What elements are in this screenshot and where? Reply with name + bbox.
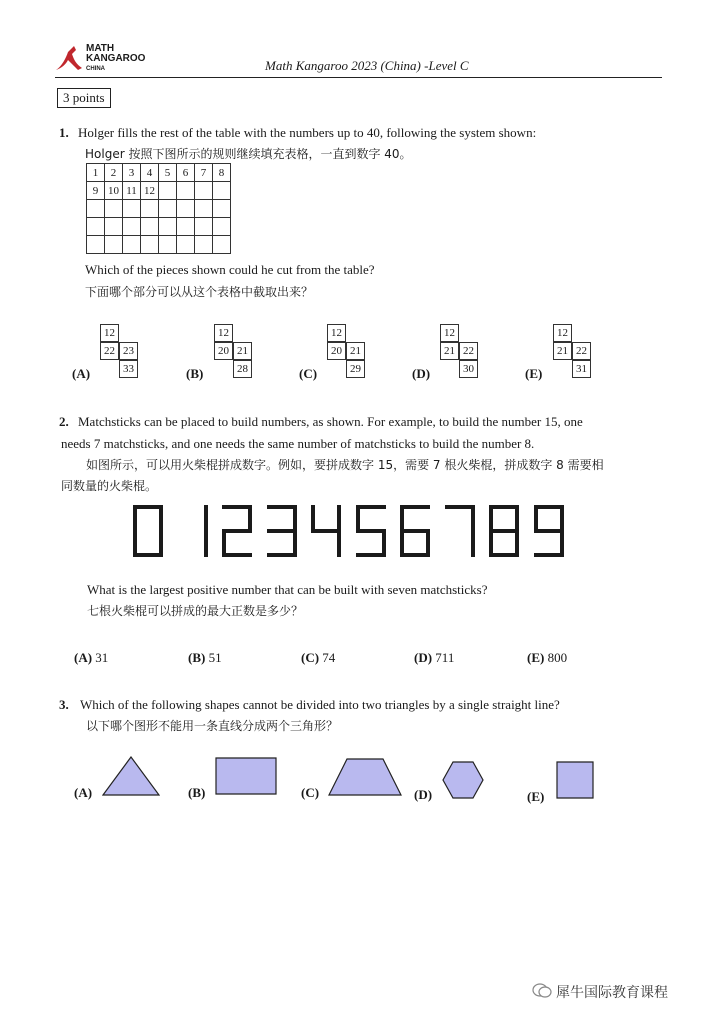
q1-number: 1. — [59, 125, 69, 140]
matchstick-digits — [133, 505, 573, 557]
q1-option-label: (D) — [412, 366, 431, 381]
wechat-icon — [532, 983, 552, 999]
q2-option — [188, 650, 222, 666]
piece-cell: 12 — [440, 324, 459, 342]
table-cell: 6 — [177, 164, 195, 182]
matchstick — [337, 529, 341, 557]
table-cell — [177, 182, 195, 200]
table-row — [87, 200, 231, 218]
trapezoid-shape — [328, 758, 402, 796]
table-row — [87, 218, 231, 236]
piece-cell: 22 — [572, 342, 591, 360]
rectangle-shape — [215, 757, 277, 795]
matchstick-digit — [133, 505, 163, 557]
table-cell — [213, 182, 231, 200]
table-cell: 9 — [87, 182, 105, 200]
q1-question-zh: 下面哪个部分可以从这个表格中截取出来？ — [85, 285, 314, 299]
piece-cell: 12 — [100, 324, 119, 342]
piece-cell: 21 — [440, 342, 459, 360]
table-cell — [159, 182, 177, 200]
watermark-text: 犀牛国际教育课程 — [556, 985, 668, 1001]
q3-option-label: (A) — [74, 785, 93, 800]
logo-math: MATH — [86, 43, 115, 54]
q2-number: 2. — [59, 414, 69, 429]
table-row — [87, 182, 231, 200]
table-cell: 12 — [141, 182, 159, 200]
q2-option — [74, 650, 108, 666]
q2-option-label: (D) — [414, 650, 433, 665]
q2-text-zh-1: 如图所示，可以用火柴棍拼成数字。例如，要拼成数字 15，需要 7 根火柴棍，拼成数字 8 需要相 — [86, 458, 604, 472]
square-shape — [556, 761, 594, 799]
table-row — [87, 164, 231, 182]
q2-option-value: 31 — [92, 650, 109, 665]
matchstick — [222, 529, 252, 533]
piece-cell: 28 — [233, 360, 252, 378]
matchstick — [133, 505, 137, 533]
table-cell: 3 — [123, 164, 141, 182]
matchstick-digit — [534, 505, 564, 557]
q2-option-value: 800 — [544, 650, 568, 665]
q2-option — [301, 650, 335, 666]
piece-cell: 31 — [572, 360, 591, 378]
matchstick-digit — [445, 505, 475, 557]
q3-text-en: Which of the following shapes cannot be divided into two triangles by a single straight line? — [80, 697, 560, 712]
table-cell: 4 — [141, 164, 159, 182]
matchstick-digit — [311, 505, 341, 557]
triangle-shape — [102, 756, 160, 796]
piece-cell: 20 — [327, 342, 346, 360]
piece-cell: 29 — [346, 360, 365, 378]
q3-option-label: (C) — [301, 785, 320, 800]
piece-cell: 22 — [100, 342, 119, 360]
matchstick — [489, 529, 493, 557]
piece-cell: 30 — [459, 360, 478, 378]
matchstick — [489, 553, 519, 557]
piece-cell: 22 — [459, 342, 478, 360]
page-title: Math Kangaroo 2023 (China) -Level C — [265, 58, 469, 73]
table-cell: 5 — [159, 164, 177, 182]
logo-kangaroo: KANGAROO — [86, 53, 146, 64]
piece-cell: 21 — [553, 342, 572, 360]
piece-cell: 12 — [327, 324, 346, 342]
matchstick — [471, 529, 475, 557]
q2-option-label: (C) — [301, 650, 320, 665]
matchstick-digit — [178, 505, 208, 557]
q2-text-en-2: needs 7 matchsticks, and one needs the same number of matchsticks to build the number 8. — [61, 436, 535, 451]
piece-cell: 12 — [214, 324, 233, 342]
header-divider — [55, 77, 662, 78]
table-cell: 11 — [123, 182, 141, 200]
q2-option-label: (A) — [74, 650, 93, 665]
q1-option-label: (E) — [525, 366, 543, 381]
matchstick — [222, 553, 252, 557]
q3-number: 3. — [59, 697, 69, 712]
q2-question-en: What is the largest positive number that can be built with seven matchsticks? — [87, 582, 488, 597]
table-cell: 2 — [105, 164, 123, 182]
q2-option-value: 51 — [205, 650, 222, 665]
q2-option — [414, 650, 454, 666]
matchstick — [534, 529, 564, 533]
matchstick-digit — [267, 505, 297, 557]
q2-option-value: 74 — [319, 650, 336, 665]
matchstick — [489, 529, 519, 533]
q1-text-zh: Holger 按照下图所示的规则继续填充表格，一直到数字 40。 — [85, 147, 412, 161]
matchstick — [426, 529, 430, 557]
q2-text-zh-2: 同数量的火柴棍。 — [61, 479, 158, 493]
q1-text-en: Holger fills the rest of the table with the numbers up to 40, following the system shown: — [78, 125, 537, 140]
piece-cell: 12 — [553, 324, 572, 342]
table-cell — [195, 182, 213, 200]
table-cell: 8 — [213, 164, 231, 182]
table-cell: 7 — [195, 164, 213, 182]
piece-cell: 23 — [119, 342, 138, 360]
matchstick — [133, 529, 137, 557]
matchstick — [267, 553, 297, 557]
matchstick — [400, 505, 430, 509]
table-cell: 1 — [87, 164, 105, 182]
q2-option-value: 711 — [432, 650, 455, 665]
q1-question-en: Which of the pieces shown could he cut from the table? — [85, 262, 375, 277]
table-row — [87, 236, 231, 254]
q1-option-label: (B) — [186, 366, 204, 381]
kangaroo-logo-icon — [54, 44, 84, 72]
matchstick — [534, 553, 564, 557]
q3-option-label: (B) — [188, 785, 206, 800]
matchstick-digit — [489, 505, 519, 557]
table-cell: 10 — [105, 182, 123, 200]
q1-option-label: (C) — [299, 366, 318, 381]
q2-question-zh: 七根火柴棍可以拼成的最大正数是多少？ — [87, 604, 304, 618]
matchstick-digit — [400, 505, 430, 557]
q3-text-zh: 以下哪个图形不能用一条直线分成两个三角形？ — [86, 719, 339, 733]
matchstick-digit — [356, 505, 386, 557]
matchstick-digit — [222, 505, 252, 557]
matchstick — [204, 529, 208, 557]
points-badge: 3 points — [57, 88, 111, 108]
logo — [54, 42, 154, 76]
number-table — [86, 163, 231, 254]
piece-cell: 20 — [214, 342, 233, 360]
q3-option-label: (E) — [527, 789, 545, 804]
q2-text-en-1: Matchsticks can be placed to build numbers, as shown. For example, to build the number 15, one — [78, 414, 583, 429]
hexagon-shape — [442, 761, 484, 799]
q1-option-label: (A) — [72, 366, 91, 381]
q2-option-label: (B) — [188, 650, 206, 665]
matchstick — [356, 553, 386, 557]
piece-cell: 33 — [119, 360, 138, 378]
matchstick — [133, 553, 163, 557]
q2-option-label: (E) — [527, 650, 545, 665]
matchstick — [356, 505, 386, 509]
q3-option-label: (D) — [414, 787, 433, 802]
piece-cell: 21 — [233, 342, 252, 360]
piece-cell: 21 — [346, 342, 365, 360]
q2-option — [527, 650, 567, 666]
logo-china: CHINA — [86, 66, 105, 72]
